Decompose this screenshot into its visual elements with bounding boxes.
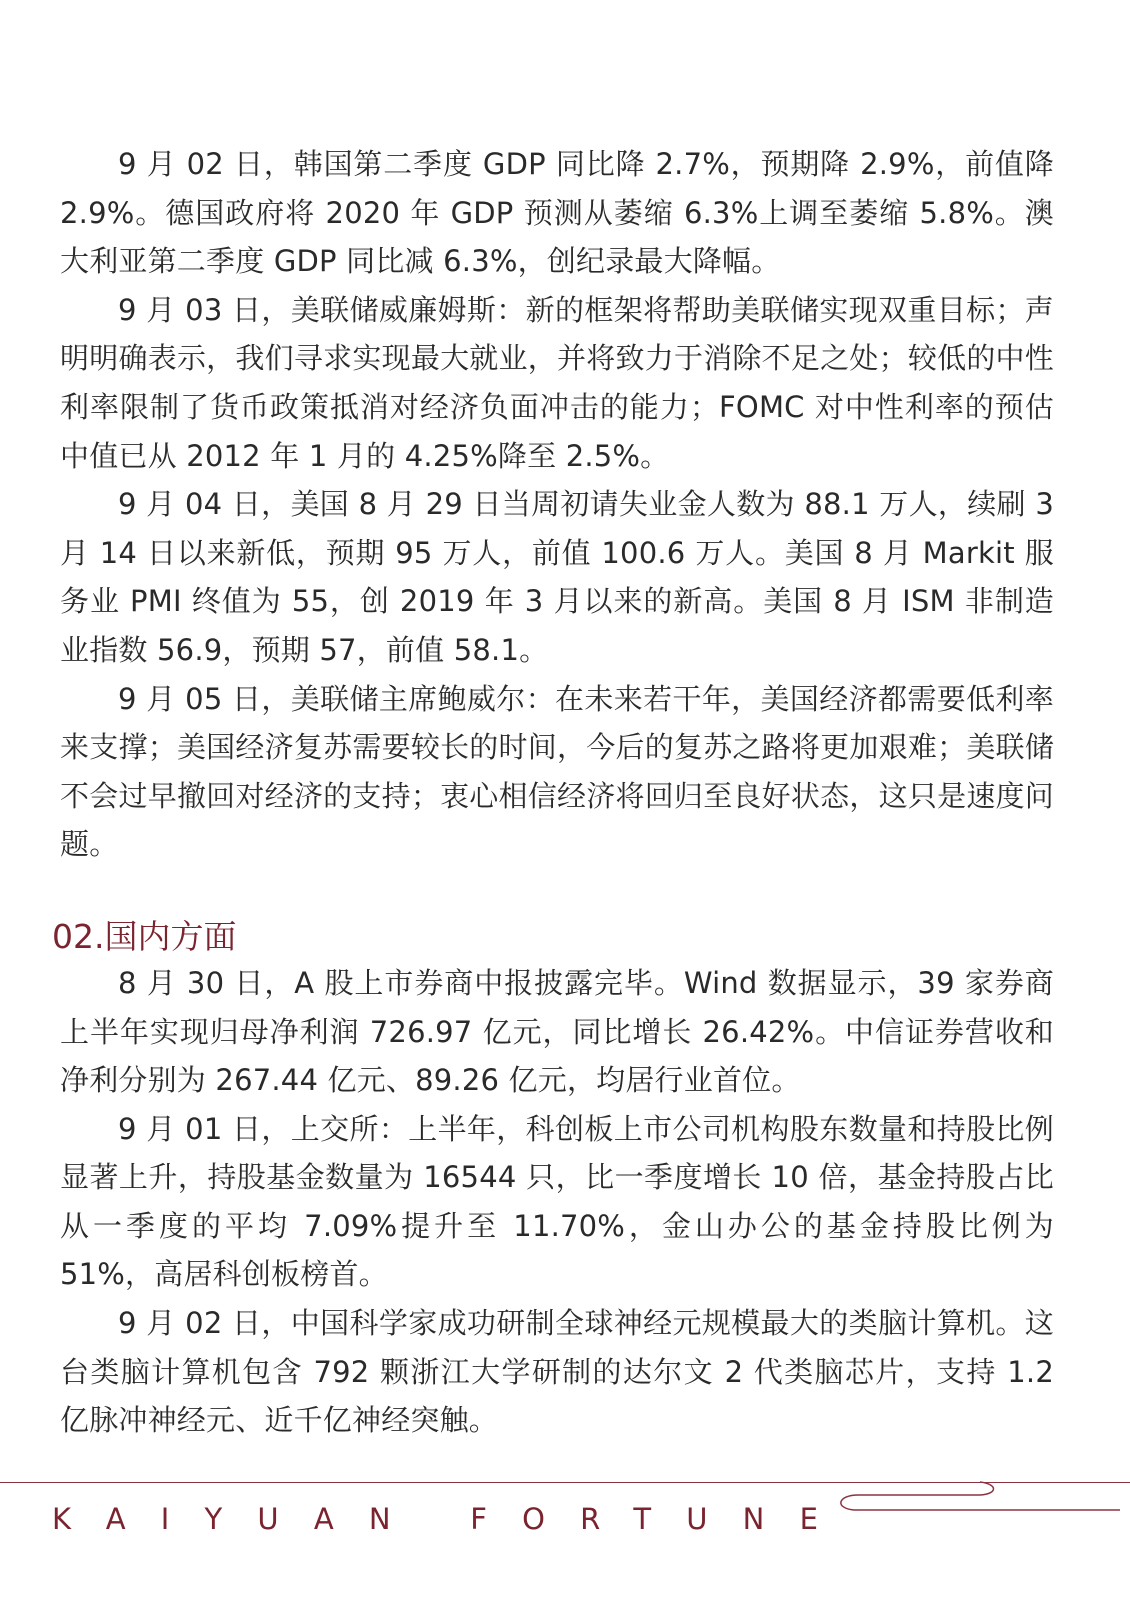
news-paragraph: 9 月 04 日，美国 8 月 29 日当周初请失业金人数为 88.1 万人，续刷 3 月 14 日以来新低，预期 95 万人，前值 100.6 万人。美国 8 月 Markit 服务业 PMI 终值为 55，创 2019 年 3 月以来的新高。美国 8 月 ISM 非制造业指数 56.9，预期 57，前值 58.1。 xyxy=(60,487,1054,667)
brand-swoosh-icon xyxy=(830,1478,1120,1528)
footer-brand: KAIYUAN FORTUNE xyxy=(52,1502,854,1536)
document-body xyxy=(52,140,1054,1445)
news-paragraph: 9 月 02 日，韩国第二季度 GDP 同比降 2.7%，预期降 2.9%，前值降 2.9%。德国政府将 2020 年 GDP 预测从萎缩 6.3%上调至萎缩 5.8%。澳大利亚第二季度 GDP 同比减 6.3%，创纪录最大降幅。 xyxy=(60,147,1054,279)
news-paragraph: 9 月 01 日，上交所：上半年，科创板上市公司机构股东数量和持股比例显著上升，持股基金数量为 16544 只，比一季度增长 10 倍，基金持股占比从一季度的平均 7.09%提升至 11.70%，金山办公的基金持股比例为 51%，高居科创板榜首。 xyxy=(60,1111,1054,1292)
news-paragraph: 8 月 30 日，A 股上市券商中报披露完毕。Wind 数据显示，39 家券商上半年实现归母净利润 726.97 亿元，同比增长 26.42%。中信证券营收和净利分别为 267.44 亿元、89.26 亿元，均居行业首位。 xyxy=(60,965,1054,1098)
news-paragraph: 9 月 05 日，美联储主席鲍威尔：在未来若干年，美国经济都需要低利率来支撑；美国经济复苏需要较长的时间，今后的复苏之路将更加艰难；美联储不会过早撤回对经济的支持；衷心相信经济将回归至良好状态，这只是速度问题。 xyxy=(60,681,1054,862)
section-title-domestic: 02.国内方面 xyxy=(52,916,237,956)
news-paragraph: 9 月 03 日，美联储威廉姆斯：新的框架将帮助美联储实现双重目标；声明明确表示，我们寻求实现最大就业，并将致力于消除不足之处；较低的中性利率限制了货币政策抵消对经济负面冲击的能力；FOMC 对中性利率的预估中值已从 2012 年 1 月的 4.25%降至 2.5%。 xyxy=(60,292,1054,473)
news-paragraph: 9 月 02 日，中国科学家成功研制全球神经元规模最大的类脑计算机。这台类脑计算机包含 792 颗浙江大学研制的达尔文 2 代类脑芯片，支持 1.2 亿脉冲神经元、近千亿神经突触。 xyxy=(60,1306,1054,1438)
